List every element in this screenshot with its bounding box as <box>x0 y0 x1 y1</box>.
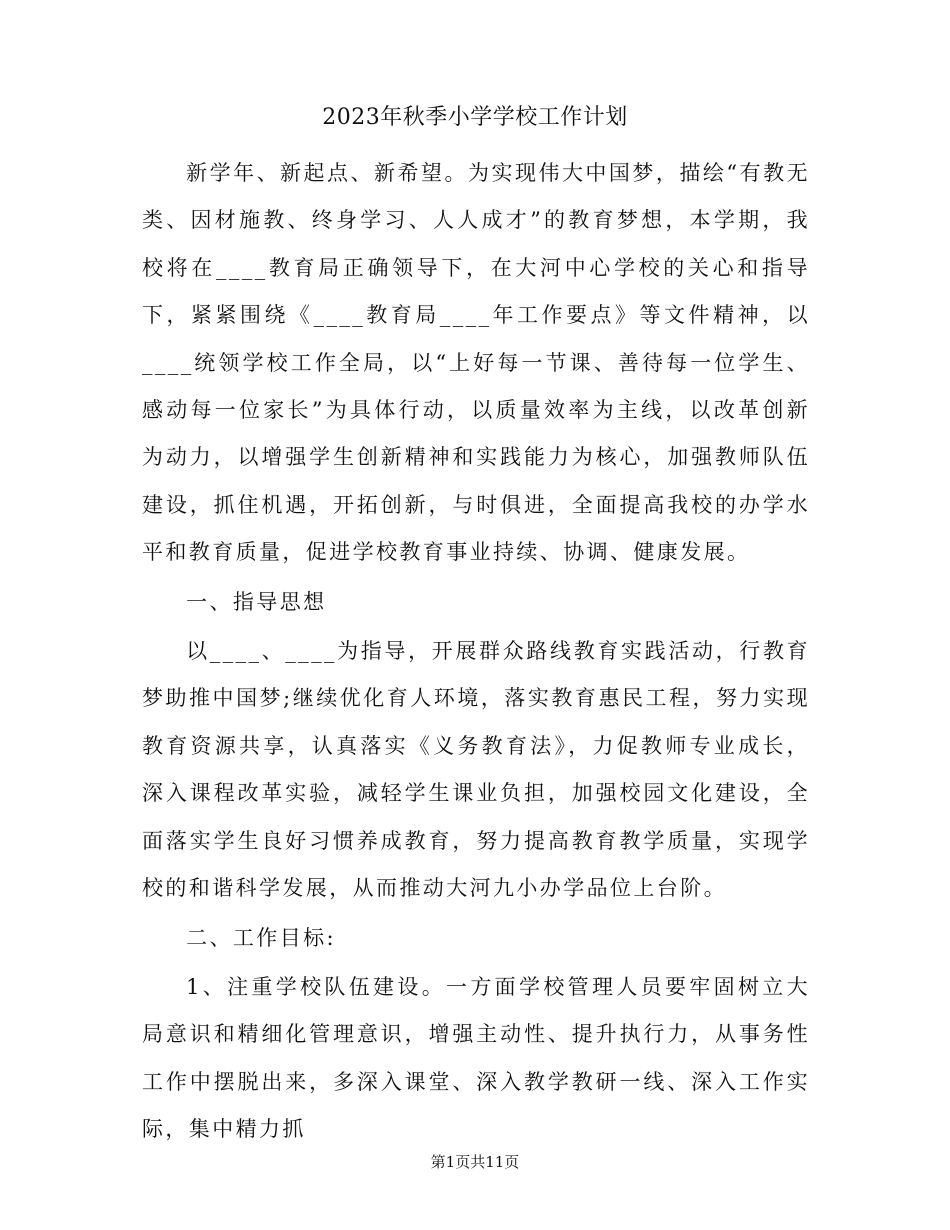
document-body <box>142 150 810 1154</box>
section-heading-work-goals: 二、工作目标: <box>186 925 336 950</box>
page-title: 2023年秋季小学学校工作计划 <box>322 105 628 130</box>
paragraph-intro: 新学年、新起点、新希望。为实现伟大中国梦，描绘“有教无类、因材施教、终身学习、人人成才”的教育梦想，本学期，我校将在____教育局正确领导下，在大河中心学校的关心和指导下，紧紧围绕《____教育局____年工作要点》等文件精神，以____统领学校工作全局，以“上好每一节课、善待每一位学生、感动每一位家长”为具体行动，以质量效率为主线，以改革创新为动力，以增强学生创新精神和实践能力为核心，加强教师队伍建设，抓住机遇，开拓创新，与时俱进，全面提高我校的办学水平和教育质量，促进学校教育事业持续、协调、健康发展。 <box>142 161 810 565</box>
section-heading-guiding-thought: 一、指导思想 <box>186 589 327 614</box>
page-footer: 第1页共11页 <box>430 1153 520 1171</box>
paragraph-guiding-thought: 以____、____为指导，开展群众路线教育实践活动，行教育梦助推中国梦;继续优化育人环境，落实教育惠民工程，努力实现教育资源共享，认真落实《义务教育法》，力促教师专业成长，深入课程改革实验，减轻学生课业负担，加强校园文化建设，全面落实学生良好习惯养成教育，努力提高教育教学质量，实现学校的和谐科学发展，从而推动大河九小办学品位上台阶。 <box>142 639 810 901</box>
paragraph-goal-1: 1、注重学校队伍建设。一方面学校管理人员要牢固树立大局意识和精细化管理意识，增强主动性、提升执行力，从事务性工作中摆脱出来，多深入课堂、深入教学教研一线、深入工作实际，集中精力抓 <box>142 974 810 1142</box>
